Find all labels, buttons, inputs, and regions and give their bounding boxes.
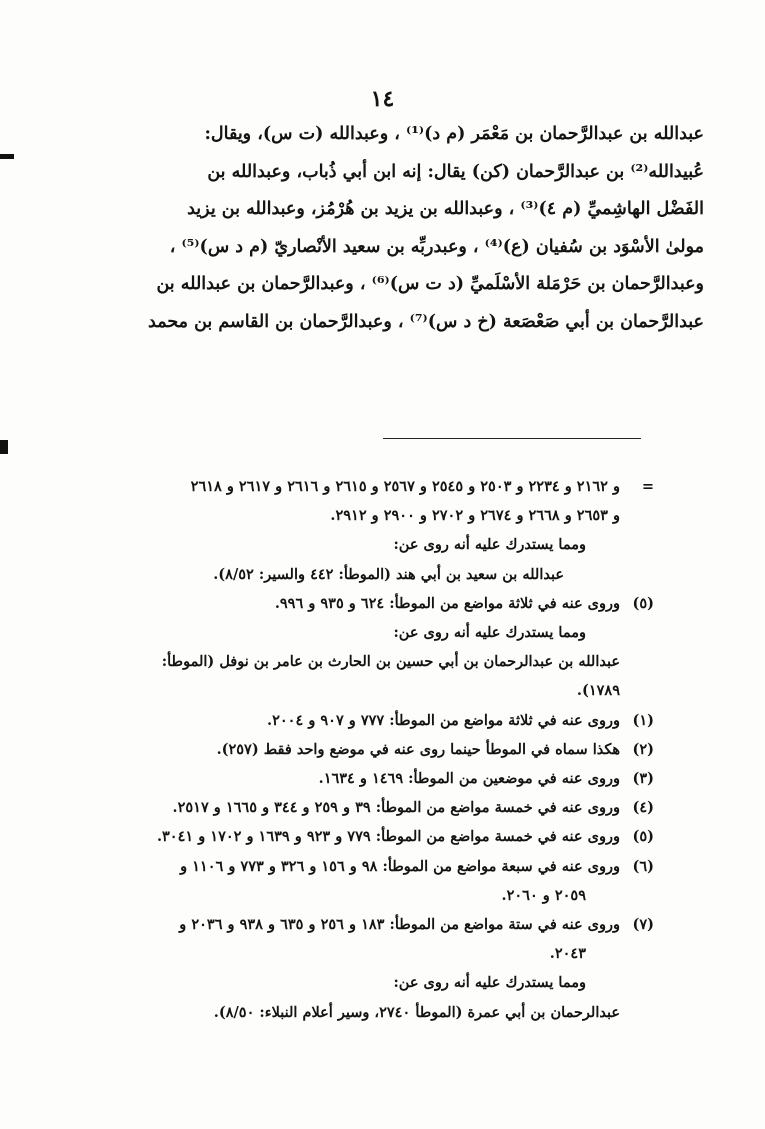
footnote-number: (٦) [632, 857, 654, 875]
footnote-number: (٢) [632, 740, 654, 758]
footnote [58, 822, 654, 851]
footnote [58, 706, 654, 735]
footnote-number: (٥) [632, 828, 654, 846]
footnote [58, 793, 654, 822]
main-text-line: عبدالله بن عبدالرَّحمان بن مَعْمَر (م د)⁽¹⁾ ، وعبدالله (ت س)، ويقال: [204, 124, 704, 144]
footnote-line: ٢٠٥٩ و ٢٠٦٠. [501, 886, 586, 904]
footnote [58, 735, 654, 764]
footnote-subheading: ومما يستدرك عليه أنه روى عن: [393, 974, 586, 992]
footnote-number: (٥) [632, 594, 654, 612]
footnote-number: (١) [632, 711, 654, 729]
footnote-line: وروى عنه في سبعة مواضع من الموطأ: ٩٨ و ١٥٦ و ٣٢٦ و ٧٧٣ و ١١٠٦ و [180, 857, 620, 875]
footnote-number: (٧) [632, 916, 654, 934]
footnote [58, 852, 654, 910]
footnote-line: عبدالله بن سعيد بن أبي هند (الموطأ: ٤٤٢ والسير: ٨/٥٢). [213, 565, 564, 583]
footnote-line: عبدالرحمان بن أبي عمرة (الموطأ ٢٧٤٠، وسير أعلام النبلاء: ٨/٥٠). [213, 1003, 620, 1021]
footnote [58, 764, 654, 793]
footnote-line: ١٧٨٩). [576, 682, 620, 700]
footnote-line: وروى عنه في ستة مواضع من الموطأ: ١٨٣ و ٢٥٦ و ٦٣٥ و ٩٣٨ و ٢٠٣٦ و [179, 916, 620, 934]
footnote-subheading: ومما يستدرك عليه أنه روى عن: [393, 536, 586, 554]
footnote [58, 910, 654, 1027]
scan-mark [0, 440, 8, 454]
footnote-line: و ٢١٦٢ و ٢٢٣٤ و ٢٥٠٣ و ٢٥٤٥ و ٢٥٦٧ و ٢٦١٥ و ٢٦١٦ و ٢٦١٧ و ٢٦١٨ [190, 478, 620, 495]
main-text [74, 116, 704, 341]
footnote-number: (٤) [632, 799, 654, 817]
footnote-continuation [58, 472, 654, 589]
main-text-line: عبدالرَّحمان بن أبي صَعْصَعة (خ د س)⁽⁷⁾ ، وعبدالرَّحمان بن القاسم بن محمد [148, 311, 704, 332]
footnote-line: عبدالله بن عبدالرحمان بن أبي حسين بن الحارث بن عامر بن نوفل (الموطأ: [161, 653, 620, 671]
footnote [58, 589, 654, 706]
main-text-line: وعبدالرَّحمان بن حَرْمَلة الأسْلَميِّ (د ت س)⁽⁶⁾ ، وعبدالرَّحمان بن عبدالله بن [156, 274, 704, 294]
footnotes [58, 472, 654, 1027]
footnote-line: ٢٠٤٣. [549, 945, 586, 963]
footnote-separator [383, 438, 641, 439]
footnote-line: وروى عنه في ثلاثة مواضع من الموطأ: ٧٧٧ و ٩٠٧ و ٢٠٠٤. [267, 711, 620, 729]
footnote-line: وروى عنه في خمسة مواضع من الموطأ: ٣٩ و ٢٥٩ و ٣٤٤ و ١٦٦٥ و ٢٥١٧. [172, 799, 620, 817]
footnote-number: (٣) [632, 770, 654, 788]
main-text-line: عُبيدالله⁽²⁾ بن عبدالرَّحمان (كن) يقال: إنه ابن أبي ذُباب، وعبدالله بن [207, 161, 704, 182]
main-text-line: مولىٰ الأسْوَد بن سُفيان (ع)⁽⁴⁾ ، وعبدربِّه بن سعيد الأنْصاريّ (م د س)⁽⁵⁾ ، [169, 236, 704, 257]
footnote-line: وروى عنه في ثلاثة مواضع من الموطأ: ٦٢٤ و ٩٣٥ و ٩٩٦. [274, 594, 620, 612]
continuation-marker: = [641, 478, 654, 495]
footnote-line: هكذا سماه في الموطأ حينما روى عنه في موضع واحد فقط (٢٥٧). [216, 740, 620, 758]
footnote-line: وروى عنه في موضعين من الموطأ: ١٤٦٩ و ١٦٣٤. [318, 770, 620, 788]
page-number: ١٤ [370, 86, 395, 112]
footnote-subheading: ومما يستدرك عليه أنه روى عن: [393, 624, 586, 642]
main-text-line: الفَضْل الهاشِميِّ (م ٤)⁽³⁾ ، وعبدالله بن يزيد بن هُرْمُز، وعبدالله بن يزيد [187, 199, 704, 219]
scan-mark [0, 154, 14, 159]
footnote-line: وروى عنه في خمسة مواضع من الموطأ: ٧٧٩ و ٩٢٣ و ١٦٣٩ و ١٧٠٢ و ٣٠٤١. [156, 828, 620, 846]
footnote-line: و ٢٦٥٣ و ٢٦٦٨ و ٢٦٧٤ و ٢٧٠٢ و ٢٩٠٠ و ٢٩١٢. [330, 507, 620, 525]
